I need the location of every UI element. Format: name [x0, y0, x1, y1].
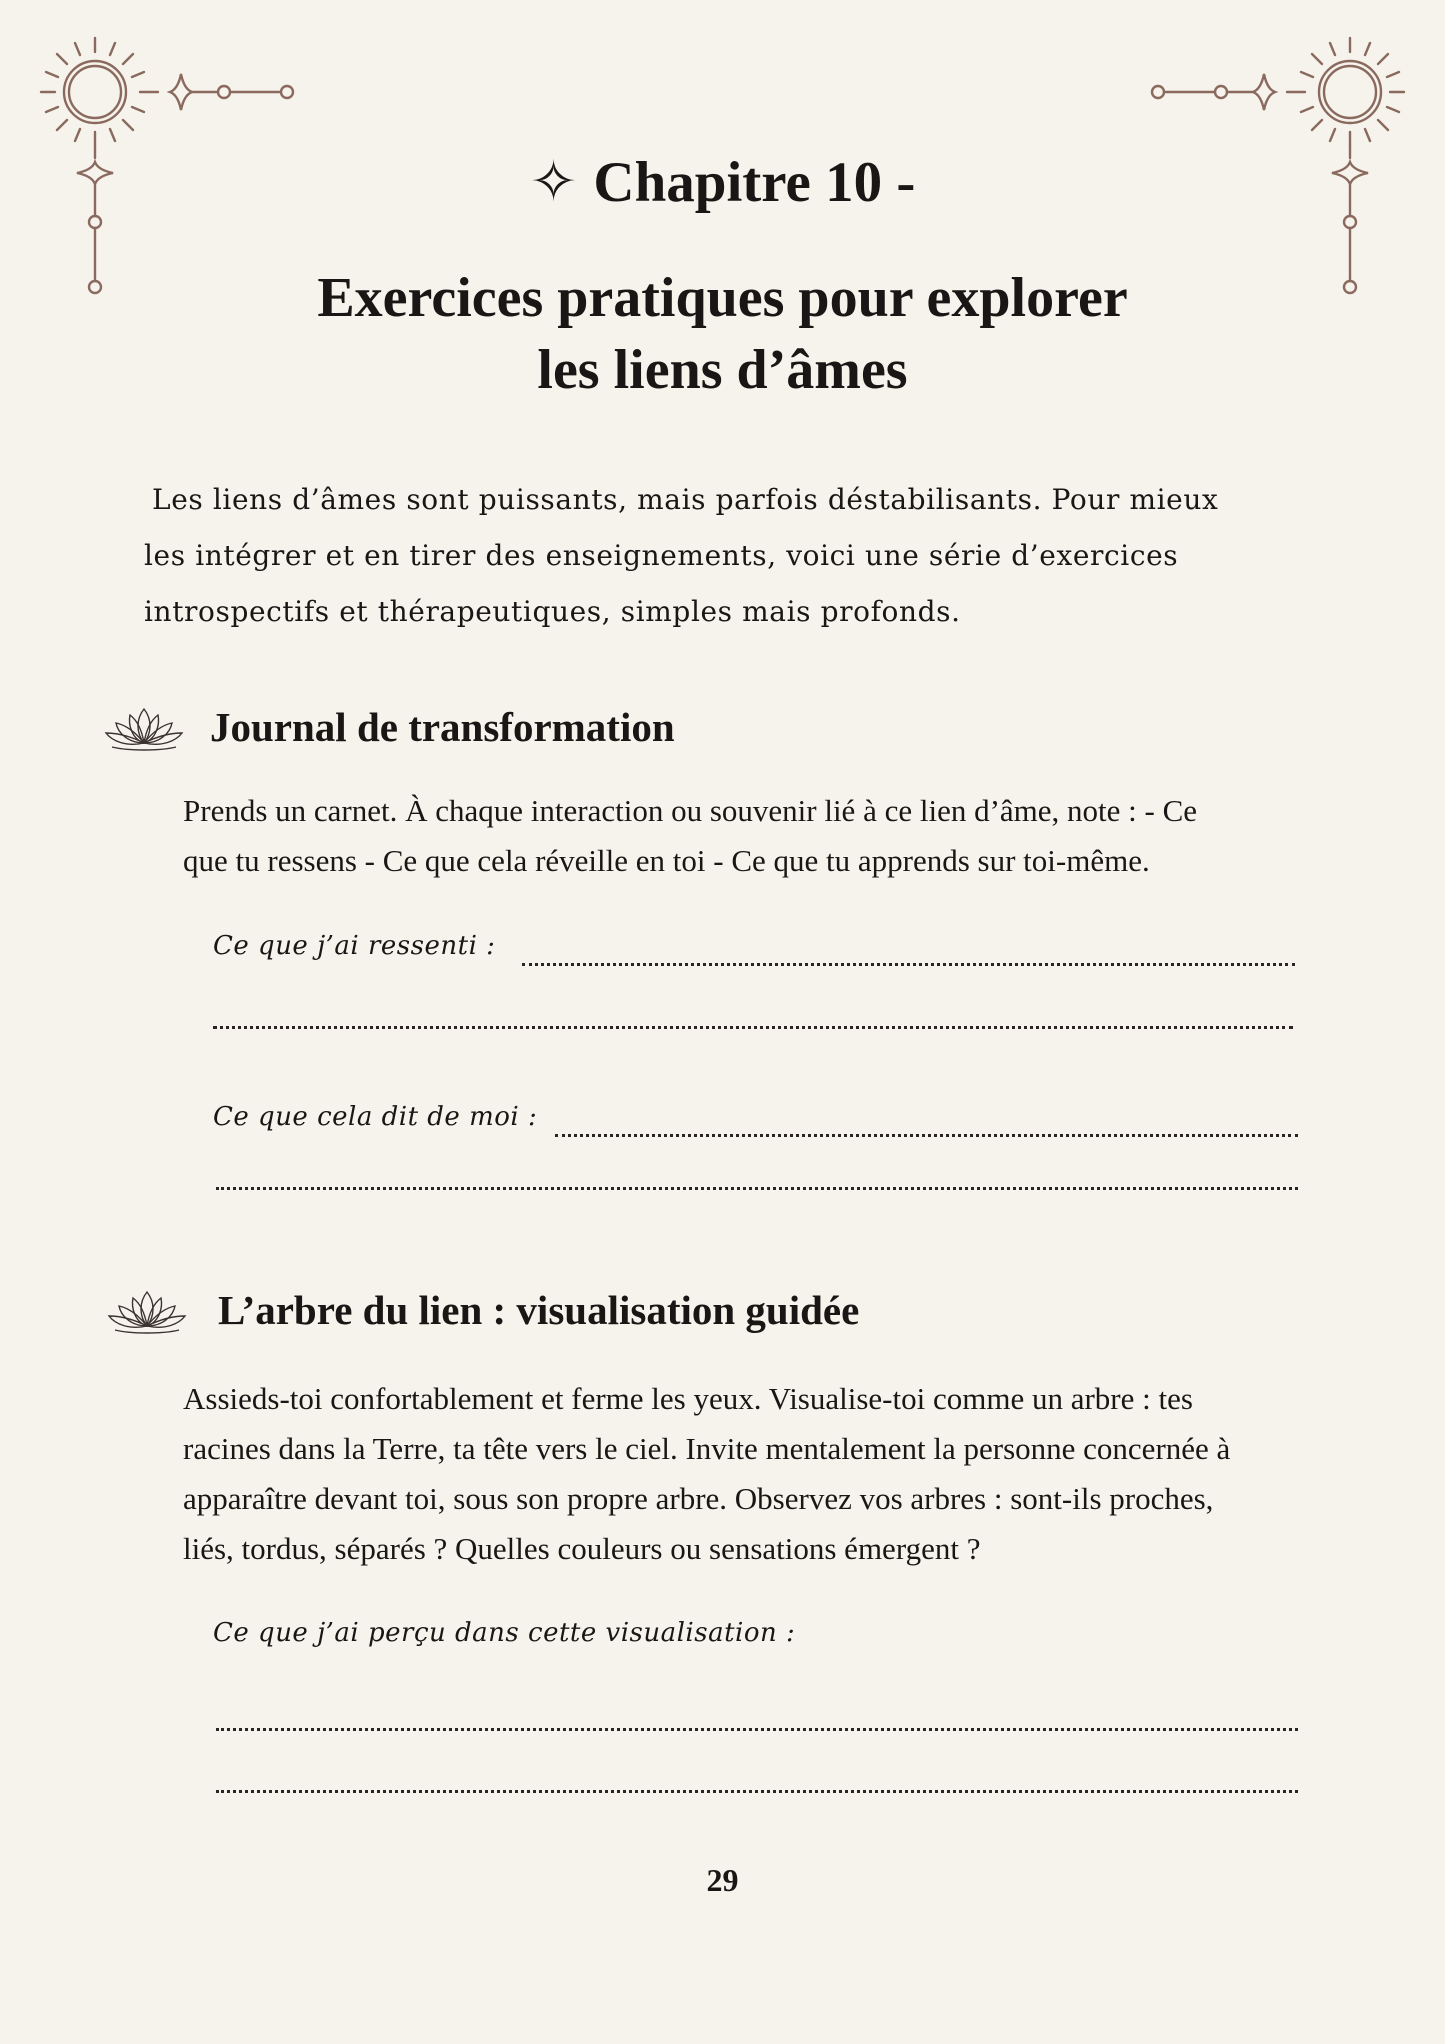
answer-line-dit-de-moi-2[interactable]: [216, 1187, 1298, 1190]
section-title-journal: Journal de transformation: [210, 704, 675, 750]
intro-line: introspectifs et thérapeutiques, simples mais profonds.: [144, 595, 961, 628]
intro-paragraph: [144, 472, 1344, 640]
answer-line-dit-de-moi-1[interactable]: [555, 1134, 1298, 1137]
body-line: que tu ressens - Ce que cela réveille en toi - Ce que tu apprends sur toi-même.: [183, 843, 1150, 878]
chapter-title-text: Chapitre 10 -: [593, 151, 916, 214]
intro-line: Les liens d’âmes sont puissants, mais parfois déstabilisants. Pour mieux: [152, 483, 1219, 516]
chapter-title: [0, 148, 1445, 218]
body-line: apparaître devant toi, sous son propre arbre. Observez vos arbres : sont-ils proches,: [183, 1481, 1214, 1516]
intro-line: les intégrer et en tirer des enseignements, voici une série d’exercices: [144, 539, 1179, 572]
body-line: racines dans la Terre, ta tête vers le ciel. Invite mentalement la personne concernée à: [183, 1431, 1231, 1466]
answer-line-ressenti-1[interactable]: [522, 963, 1295, 966]
subtitle-line: Exercices pratiques pour explorer: [317, 267, 1128, 329]
sparkle-icon: ✧: [529, 151, 578, 214]
body-line: Prends un carnet. À chaque interaction ou souvenir lié à ce lien d’âme, note : - Ce: [183, 793, 1198, 828]
subtitle-line: les liens d’âmes: [537, 339, 908, 401]
answer-line-visualisation-1[interactable]: [216, 1728, 1298, 1731]
answer-line-ressenti-2[interactable]: [213, 1026, 1293, 1029]
chapter-subtitle: [0, 262, 1445, 406]
body-line: liés, tordus, séparés ? Quelles couleurs ou sensations émergent ?: [183, 1531, 981, 1566]
answer-line-visualisation-2[interactable]: [216, 1790, 1298, 1793]
prompt-label-ressenti: Ce que j’ai ressenti :: [213, 931, 496, 961]
body-line: Assieds-toi confortablement et ferme les yeux. Visualise-toi comme un arbre : tes: [183, 1381, 1193, 1416]
section-body-arbre: [183, 1374, 1230, 1574]
prompt-label-visualisation: Ce que j’ai perçu dans cette visualisation :: [213, 1618, 796, 1648]
lotus-icon: [102, 703, 186, 753]
page-number: 29: [706, 1862, 739, 1898]
prompt-label-dit-de-moi: Ce que cela dit de moi :: [213, 1102, 538, 1132]
section-body-journal: [183, 786, 1197, 886]
section-title-arbre: L’arbre du lien : visualisation guidée: [218, 1287, 860, 1333]
lotus-icon: [105, 1286, 189, 1336]
